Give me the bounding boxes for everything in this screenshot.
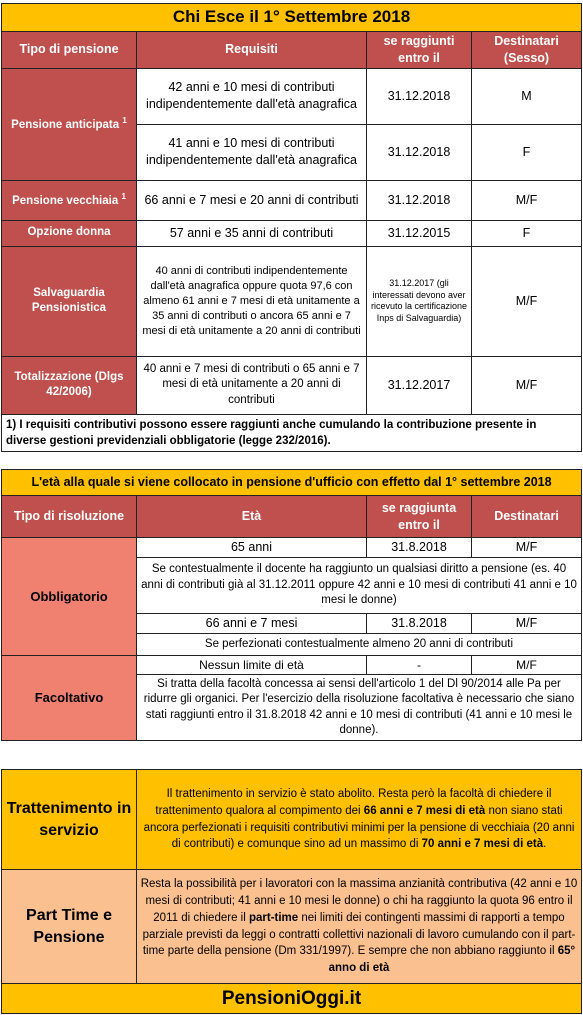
header-tipo-risoluzione: Tipo di risoluzione	[2, 496, 137, 538]
o2-age: 66 anni e 7 mesi	[137, 614, 367, 634]
od-date: 31.12.2015	[367, 220, 472, 246]
f-date: -	[367, 656, 472, 675]
o1-age: 65 anni	[137, 538, 367, 558]
label-opzione-donna: Opzione donna	[2, 220, 137, 246]
pa1-requisiti: 42 anni e 10 mesi di contributi indipendentemente dall'età anagrafica	[137, 68, 367, 124]
od-dest: F	[472, 220, 582, 246]
tot-date: 31.12.2017	[367, 356, 472, 414]
pa2-dest: F	[472, 124, 582, 180]
pv-dest: M/F	[472, 180, 582, 220]
label-pensione-anticipata: Pensione anticipata $^1$	[2, 68, 137, 180]
pa1-date: 31.12.2018	[367, 68, 472, 124]
tot-requisiti: 40 anni e 7 mesi di contributi o 65 anni e 7 mesi di età unitamente a 20 anni di contributi	[137, 356, 367, 414]
footer-brand: PensioniOggi.it	[2, 984, 582, 1014]
o2-note: Se perfezionati contestualmente almeno 20 anni di contributi	[137, 634, 582, 656]
o1-note: Se contestualmente il docente ha raggiunto un qualsiasi diritto a pensione (es. 40 anni di contributi già al 31.12.2011 oppure 42 anni e 10 mesi di contributi 41 anni e 10 mesi le donne)	[137, 558, 582, 614]
table1-title: Chi Esce il 1° Settembre 2018	[2, 4, 582, 32]
label-facoltativo: Facoltativo	[2, 656, 137, 741]
header-requisiti: Requisiti	[137, 32, 367, 69]
f-age: Nessun limite di età	[137, 656, 367, 675]
sp-date: 31.12.2017 (gli interessati devono aver ricevuto la certificazione Inps di Salvaguardia)	[367, 246, 472, 356]
header-destinatari-2: Destinatari	[472, 496, 582, 538]
table-pensione-ufficio	[1, 469, 581, 741]
label-trattenimento: Trattenimento in servizio	[2, 770, 137, 870]
pv-date: 31.12.2018	[367, 180, 472, 220]
f-note: Si tratta della facoltà concessa ai sensi dell'articolo 1 del Dl 90/2014 alle Pa per ridurre gli organici. Per l'esercizio della risoluzione facoltativa è necessario che siano stati raggiunti entro il 31.8.2018 42 anni e 10 mesi di contributi (41 anni e 10 mesi le donne).	[137, 675, 582, 741]
pa2-date: 31.12.2018	[367, 124, 472, 180]
o1-date: 31.8.2018	[367, 538, 472, 558]
label-totalizzazione: Totalizzazione (Dlgs 42/2006)	[2, 356, 137, 414]
label-salvaguardia: Salvaguardia Pensionistica	[2, 246, 137, 356]
label-obbligatorio: Obbligatorio	[2, 538, 137, 656]
header-eta: Età	[137, 496, 367, 538]
f-dest: M/F	[472, 656, 582, 675]
sp-requisiti: 40 anni di contributi indipendentemente dall'età anagrafica oppure quota 97,6 con almeno 61 anni e 7 mesi di età unitamente a 35 anni di contributi o ancora 65 anni e 7 mesi di età unitamente a 20 anni di contributi	[137, 246, 367, 356]
label-part-time: Part Time e Pensione	[2, 870, 137, 984]
pv-requisiti: 66 anni e 7 mesi e 20 anni di contributi	[137, 180, 367, 220]
pa2-requisiti: 41 anni e 10 mesi di contributi indipendentemente dall'età anagrafica	[137, 124, 367, 180]
trattenimento-text: Il trattenimento in servizio è stato abolito. Resta però la facoltà di chiedere il trattenimento qualora al compimento dei 66 anni e 7 mesi di età non siano stati ancora perfezionati i requisiti contributivi minimi per la pensione di vecchiaia (20 anni di contributi) e comunque sino ad un massimo di 70 anni e 7 mesi di età.	[137, 770, 582, 870]
label-pensione-vecchiaia: Pensione vecchiaia $^1$	[2, 180, 137, 220]
header-se-raggiunta: se raggiunta entro il	[367, 496, 472, 538]
sp-dest: M/F	[472, 246, 582, 356]
pa1-dest: M	[472, 68, 582, 124]
tot-dest: M/F	[472, 356, 582, 414]
o2-dest: M/F	[472, 614, 582, 634]
header-destinatari: Destinatari (Sesso)	[472, 32, 582, 69]
o1-dest: M/F	[472, 538, 582, 558]
table-trattenimento	[1, 769, 581, 1014]
footnote: 1) I requisiti contributivi possono essere raggiunti anche cumulando la contribuzione presente in diverse gestioni previdenziali obbligatorie (legge 232/2016).	[2, 414, 582, 451]
part-time-text: Resta la possibilità per i lavoratori con la massima anzianità contributiva (42 anni e 10 mesi di contributi; 41 anni e 10 mesi le donne) o chi ha raggiunto la quota 96 entro il 2011 di chiedere il part-time nei limiti dei contingenti massimi di rapporti a tempo parziale previsti da leggi o contratti collettivi nazionali di lavoro cumulando con il part-time parte della pensione (Dm 331/1997). E sempre che non abbiano raggiunto il 65° anno di età	[137, 870, 582, 984]
header-se-raggiunti: se raggiunti entro il	[367, 32, 472, 69]
table2-title: L'età alla quale si viene collocato in pensione d'ufficio con effetto dal 1° settembre 2018	[2, 470, 582, 496]
o2-date: 31.8.2018	[367, 614, 472, 634]
header-tipo-pensione: Tipo di pensione	[2, 32, 137, 69]
table-pensioni-1-settembre	[1, 3, 581, 452]
od-requisiti: 57 anni e 35 anni di contributi	[137, 220, 367, 246]
